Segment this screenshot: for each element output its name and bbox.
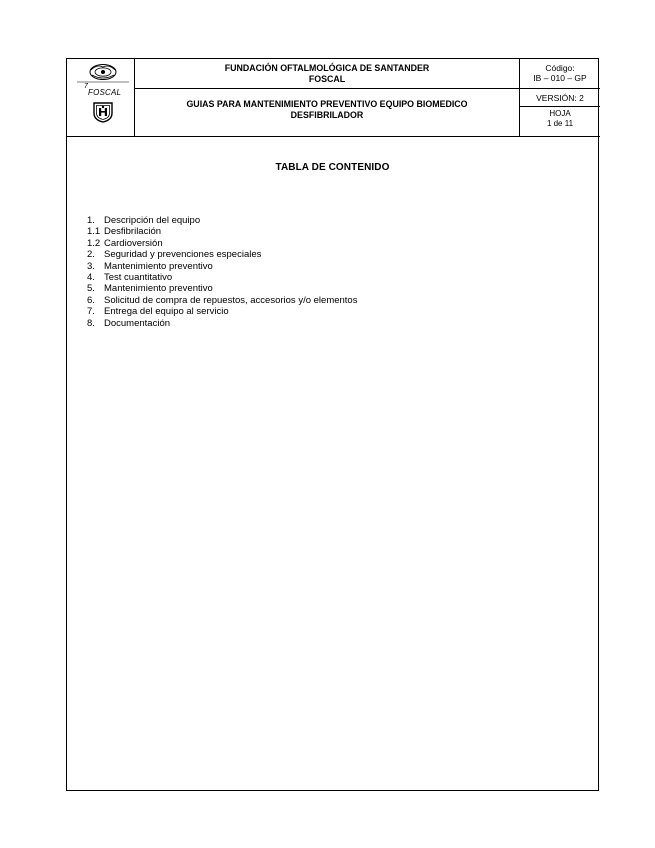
- toc-item: [87, 306, 357, 317]
- equipment-name: DESFIBRILADOR: [290, 110, 364, 121]
- toc-item: [87, 295, 357, 306]
- institution-abbrev: FOSCAL: [308, 74, 346, 85]
- toc-item-number: 7.: [87, 306, 95, 318]
- header-bottom-border: [67, 136, 600, 137]
- toc-item-number: 1.2: [87, 237, 101, 249]
- header-row-divider: [134, 88, 600, 89]
- toc-item-number: 6.: [87, 294, 95, 306]
- toc-item-text: Mantenimiento preventivo: [104, 283, 213, 295]
- toc-item: [87, 261, 357, 272]
- header-divider-left: [134, 59, 135, 136]
- document-page: [66, 58, 599, 791]
- toc-item: [87, 318, 357, 329]
- toc-item-text: Descripción del equipo: [104, 215, 201, 226]
- toc-item: [87, 272, 357, 283]
- toc-item-text: Mantenimiento preventivo: [104, 260, 213, 272]
- toc-item: [87, 283, 357, 294]
- sheet-value: 1 de 11: [546, 118, 574, 128]
- sheet-cell: [520, 109, 600, 128]
- toc-item-number: 2.: [87, 249, 95, 261]
- toc-item-number: 5.: [87, 283, 95, 295]
- toc-item-text: Cardioversión: [104, 237, 163, 249]
- toc-item-number: 8.: [87, 317, 95, 329]
- toc-title: TABLA DE CONTENIDO: [275, 162, 390, 173]
- code-value: IB – 010 – GP: [533, 73, 587, 83]
- logo-number: 7: [84, 83, 88, 90]
- version-label: VERSIÓN: 2: [536, 93, 584, 103]
- toc-item-number: 3.: [87, 260, 95, 272]
- code-label: Código:: [545, 63, 575, 73]
- foscal-logo: [73, 61, 129, 131]
- toc-item: [87, 226, 357, 237]
- toc-item-number: 1.1: [87, 226, 101, 238]
- toc-item: [87, 249, 357, 260]
- toc-item-number: 1.: [87, 215, 95, 226]
- institution-name-cell: [148, 63, 505, 85]
- toc-item: [87, 238, 357, 249]
- toc-list: [87, 215, 357, 329]
- document-header: [67, 59, 598, 136]
- guide-title-cell: [148, 99, 505, 121]
- logo-text: FOSCAL: [88, 88, 122, 97]
- guide-title: GUIAS PARA MANTENIMIENTO PREVENTIVO EQUIPO BIOMEDICO: [186, 99, 468, 110]
- toc-item-text: Documentación: [104, 317, 171, 329]
- toc-item: [87, 215, 357, 226]
- toc-item-text: Test cuantitativo: [104, 272, 173, 284]
- toc-item-text: Entrega del equipo al servicio: [104, 306, 229, 318]
- crest-shield-icon: [92, 101, 114, 123]
- toc-item-number: 4.: [87, 272, 95, 284]
- sheet-label: HOJA: [549, 109, 571, 118]
- toc-item-text: Desfibrilación: [104, 226, 162, 238]
- toc-item-text: Solicitud de compra de repuestos, accesorios y/o elementos: [104, 294, 358, 306]
- institution-name: FUNDACIÓN OFTALMOLÓGICA DE SANTANDER: [224, 63, 430, 74]
- code-cell: [520, 63, 600, 83]
- version-cell: [520, 93, 600, 103]
- header-right-row-divider: [519, 106, 600, 107]
- toc-item-text: Seguridad y prevenciones especiales: [104, 249, 262, 261]
